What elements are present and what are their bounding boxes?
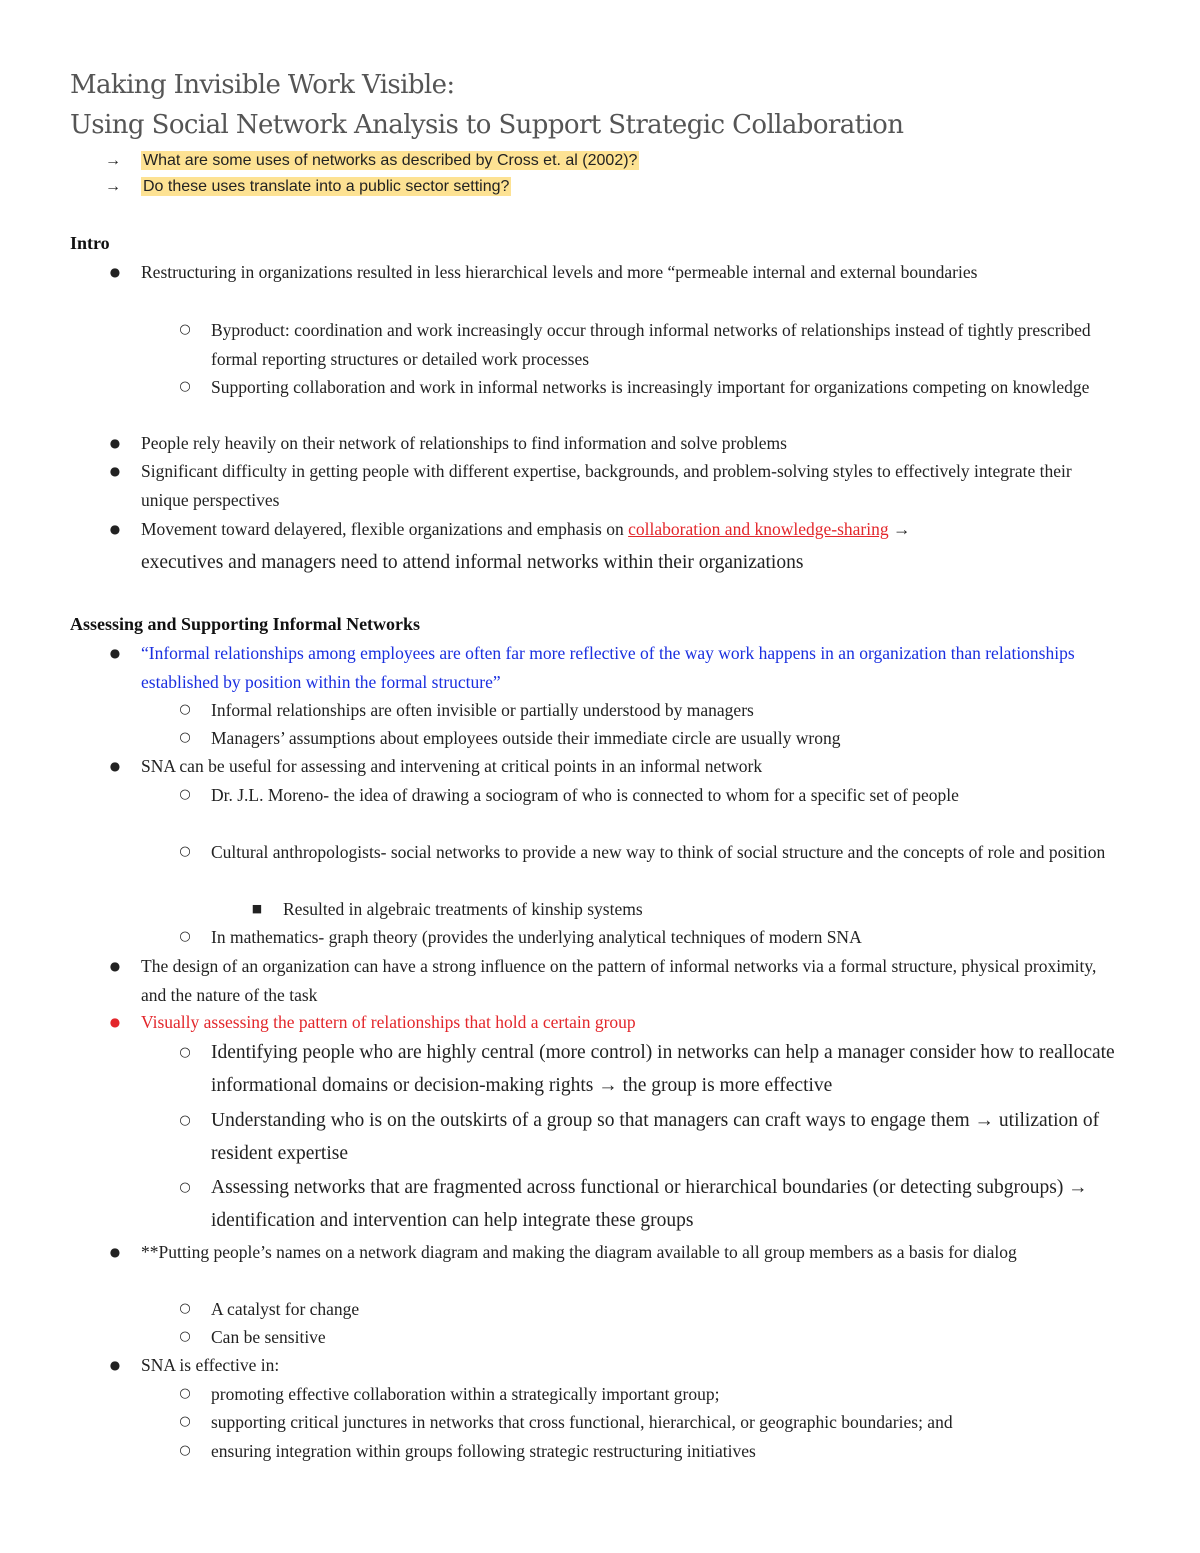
list-item xyxy=(179,838,1131,867)
item-text: ensuring integration within groups following strategic restructuring initiatives xyxy=(211,1441,756,1461)
item-text: In mathematics- graph theory (provides the underlying analytical techniques of modern SNA xyxy=(211,927,862,947)
title-line-1: Making Invisible Work Visible: xyxy=(70,70,455,100)
list-item xyxy=(251,895,1123,924)
list-item xyxy=(109,639,1121,696)
item-text: Identifying people who are highly central (more control) in networks can help a manager consider how to reallocate informational domains or decision-making rights → the group is more effective xyxy=(211,1042,1115,1096)
square-bullet-icon: ■ xyxy=(251,902,263,915)
hollow-bullet-icon: ○ xyxy=(179,1113,191,1128)
title-line-2: Using Social Network Analysis to Support Strategic Collaboration xyxy=(70,110,904,140)
list-item xyxy=(179,1104,1131,1170)
hollow-bullet-icon: ○ xyxy=(179,1443,191,1458)
item-text: SNA can be useful for assessing and intervening at critical points in an informal network xyxy=(141,756,763,776)
list-item xyxy=(179,373,1131,402)
hollow-bullet-icon: ○ xyxy=(179,844,191,859)
bullet-icon: ● xyxy=(109,1358,121,1372)
list-item xyxy=(179,1295,1131,1324)
arrow-bullet-icon: → xyxy=(105,178,121,195)
item-text: Resulted in algebraic treatments of kinship systems xyxy=(283,899,643,919)
hollow-bullet-icon: ○ xyxy=(179,787,191,802)
list-item xyxy=(179,1408,1131,1437)
bullet-icon: ● xyxy=(109,522,121,536)
list-item xyxy=(179,696,1131,725)
list-item xyxy=(109,429,1121,458)
hollow-bullet-icon: ○ xyxy=(179,1301,191,1316)
hollow-bullet-icon: ○ xyxy=(179,929,191,944)
hollow-bullet-icon: ○ xyxy=(179,730,191,745)
quote-text: “Informal relationships among employees are often far more reflective of the way work happens in an organization than relationships established by position within the formal structure” xyxy=(141,643,1075,692)
list-item xyxy=(179,316,1131,373)
hollow-bullet-icon: ○ xyxy=(179,1180,191,1195)
collaboration-link[interactable]: collaboration and knowledge-sharing xyxy=(628,519,889,539)
intro-heading: Intro xyxy=(70,233,110,253)
item-text: People rely heavily on their network of relationships to find information and solve problems xyxy=(141,433,787,453)
list-item xyxy=(179,1323,1131,1352)
bullet-icon: ● xyxy=(109,1015,121,1029)
hollow-bullet-icon: ○ xyxy=(179,702,191,717)
item-text-prefix: Movement toward delayered, flexible organizations and emphasis on xyxy=(141,519,629,539)
list-item xyxy=(109,1351,1121,1380)
list-item xyxy=(179,1380,1131,1409)
item-text: The design of an organization can have a strong influence on the pattern of informal networks via a formal structure, physical proximity, and the nature of the task xyxy=(141,956,1097,1005)
list-item xyxy=(179,1036,1131,1102)
hollow-bullet-icon: ○ xyxy=(179,1414,191,1429)
item-text: Dr. J.L. Moreno- the idea of drawing a sociogram of who is connected to whom for a specific set of people xyxy=(211,785,959,805)
item-text: Supporting collaboration and work in informal networks is increasingly important for organizations competing on knowledge xyxy=(211,377,1090,397)
list-item xyxy=(179,1171,1131,1237)
list-item xyxy=(109,515,1121,579)
item-text: Can be sensitive xyxy=(211,1327,326,1347)
bullet-icon: ● xyxy=(109,959,121,973)
item-text: Restructuring in organizations resulted in less hierarchical levels and more “permeable internal and external boundaries xyxy=(141,262,978,282)
item-text: Significant difficulty in getting people with different expertise, backgrounds, and problem-solving styles to effectively integrate their unique perspectives xyxy=(141,461,1072,510)
item-text: Managers’ assumptions about employees outside their immediate circle are usually wrong xyxy=(211,728,841,748)
list-item xyxy=(109,1238,1121,1267)
item-text: promoting effective collaboration within a strategically important group; xyxy=(211,1384,720,1404)
list-item xyxy=(179,724,1131,753)
item-text: Visually assessing the pattern of relationships that hold a certain group xyxy=(141,1012,636,1032)
bullet-icon: ● xyxy=(109,464,121,478)
list-item xyxy=(179,923,1131,952)
bullet-icon: ● xyxy=(109,646,121,660)
question-2 xyxy=(105,178,511,196)
question-1 xyxy=(105,152,639,170)
hollow-bullet-icon: ○ xyxy=(179,379,191,394)
list-item xyxy=(109,457,1121,514)
item-text: supporting critical junctures in networks that cross functional, hierarchical, or geographic boundaries; and xyxy=(211,1412,953,1432)
assessing-heading: Assessing and Supporting Informal Networks xyxy=(70,614,421,634)
hollow-bullet-icon: ○ xyxy=(179,1386,191,1401)
list-item xyxy=(109,752,1121,781)
item-text: **Putting people’s names on a network diagram and making the diagram available to all group members as a basis for dialog xyxy=(141,1242,1017,1262)
item-text: SNA is effective in: xyxy=(141,1355,280,1375)
bullet-icon: ● xyxy=(109,265,121,279)
bullet-icon: ● xyxy=(109,436,121,450)
item-text: Byproduct: coordination and work increasingly occur through informal networks of relationships instead of tightly prescribed formal reporting structures or detailed work processes xyxy=(211,320,1091,369)
hollow-bullet-icon: ○ xyxy=(179,1329,191,1344)
hollow-bullet-icon: ○ xyxy=(179,1045,191,1060)
list-item xyxy=(109,258,1121,287)
bullet-icon: ● xyxy=(109,1245,121,1259)
item-text-continuation: executives and managers need to attend informal networks within their organizations xyxy=(141,551,804,573)
item-text: Cultural anthropologists- social networks to provide a new way to think of social structure and the concepts of role and position xyxy=(211,842,1106,862)
list-item xyxy=(179,1437,1131,1466)
item-text: Understanding who is on the outskirts of a group so that managers can craft ways to engage them → utilization of resident expertise xyxy=(211,1110,1100,1164)
item-text: A catalyst for change xyxy=(211,1299,360,1319)
item-text: Informal relationships are often invisible or partially understood by managers xyxy=(211,700,754,720)
question-text: Do these uses translate into a public sector setting? xyxy=(143,178,510,195)
hollow-bullet-icon: ○ xyxy=(179,322,191,337)
list-item xyxy=(179,781,1131,810)
list-item xyxy=(109,1008,1121,1037)
arrow-bullet-icon: → xyxy=(105,152,121,169)
question-text: What are some uses of networks as described by Cross et. al (2002)? xyxy=(143,152,638,169)
item-text: Assessing networks that are fragmented across functional or hierarchical boundaries (or detecting subgroups) → identification and intervention can help integrate these groups xyxy=(211,1177,1088,1231)
bullet-icon: ● xyxy=(109,759,121,773)
arrow-text: → xyxy=(888,519,911,539)
list-item xyxy=(109,952,1121,1009)
